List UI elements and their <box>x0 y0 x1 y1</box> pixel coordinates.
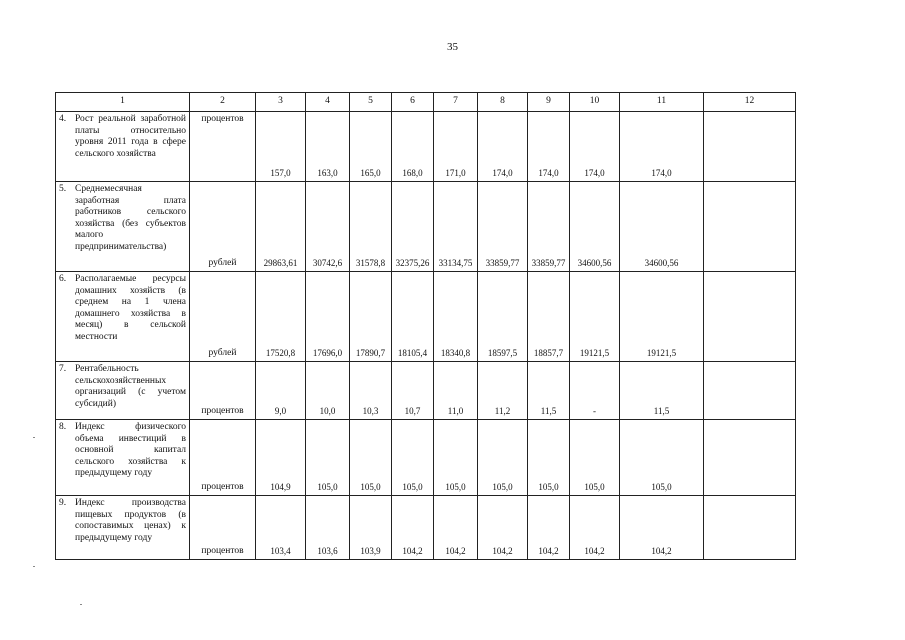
value-cell: 105,0 <box>478 420 528 496</box>
indicator-text: Индекс физического объема инвестиций в основной капитал сельского хозяйства к предыдущему году <box>75 422 186 478</box>
value-cell: 168,0 <box>392 112 434 182</box>
table-row <box>56 362 796 420</box>
table-row <box>56 182 796 272</box>
value-cell: 11,5 <box>620 362 704 420</box>
table-row <box>56 112 796 182</box>
value-cell: 105,0 <box>306 420 350 496</box>
value-cell: 33134,75 <box>434 182 478 272</box>
value-cell: 17696,0 <box>306 272 350 362</box>
indicator-number: 7. <box>59 364 67 374</box>
indicator-cell <box>56 420 190 496</box>
indicator-number: 8. <box>59 422 67 432</box>
indicator-number: 6. <box>59 274 67 284</box>
indicator-text: Среднемесячная заработная плата работников сельского хозяйства (без субъектов малого предпринимательства) <box>75 184 186 252</box>
unit-cell: процентов <box>190 362 256 420</box>
value-cell: 105,0 <box>392 420 434 496</box>
value-cell: 104,2 <box>478 496 528 560</box>
value-cell: 30742,6 <box>306 182 350 272</box>
value-cell: 105,0 <box>434 420 478 496</box>
table-row <box>56 420 796 496</box>
value-cell: 33859,77 <box>478 182 528 272</box>
value-cell: 18597,5 <box>478 272 528 362</box>
value-cell: 34600,56 <box>620 182 704 272</box>
header-cell: 5 <box>350 93 392 112</box>
indicator-cell <box>56 272 190 362</box>
empty-cell <box>704 420 796 496</box>
empty-cell <box>704 112 796 182</box>
unit-cell: процентов <box>190 420 256 496</box>
value-cell: 10,3 <box>350 362 392 420</box>
value-cell: 174,0 <box>570 112 620 182</box>
value-cell: 18857,7 <box>528 272 570 362</box>
value-cell: 17890,7 <box>350 272 392 362</box>
value-cell: 29863,61 <box>256 182 306 272</box>
value-cell: 104,2 <box>620 496 704 560</box>
value-cell: 103,4 <box>256 496 306 560</box>
empty-cell <box>704 272 796 362</box>
value-cell: 18105,4 <box>392 272 434 362</box>
header-cell: 10 <box>570 93 620 112</box>
value-cell: 19121,5 <box>620 272 704 362</box>
unit-cell: рублей <box>190 272 256 362</box>
header-cell: 7 <box>434 93 478 112</box>
value-cell: 11,5 <box>528 362 570 420</box>
value-cell: 105,0 <box>620 420 704 496</box>
value-cell: 11,0 <box>434 362 478 420</box>
empty-cell <box>704 362 796 420</box>
value-cell: 103,9 <box>350 496 392 560</box>
value-cell: 34600,56 <box>570 182 620 272</box>
indicator-cell <box>56 496 190 560</box>
value-cell: 104,2 <box>570 496 620 560</box>
header-cell: 8 <box>478 93 528 112</box>
indicator-text: Индекс производства пищевых продуктов (в сопоставимых ценах) к предыдущему году <box>75 498 186 543</box>
value-cell: 165,0 <box>350 112 392 182</box>
indicator-text: Рост реальной заработной платы относительно уровня 2011 года в сфере сельского хозяйства <box>75 114 186 159</box>
value-cell: 163,0 <box>306 112 350 182</box>
page-number: 35 <box>447 41 458 53</box>
table-header-row <box>56 93 796 112</box>
empty-cell <box>704 182 796 272</box>
header-cell: 6 <box>392 93 434 112</box>
value-cell: 171,0 <box>434 112 478 182</box>
value-cell: 104,2 <box>434 496 478 560</box>
indicators-table <box>55 92 796 560</box>
value-cell: 33859,77 <box>528 182 570 272</box>
scan-speck <box>80 604 82 605</box>
value-cell: 104,2 <box>528 496 570 560</box>
value-cell: 32375,26 <box>392 182 434 272</box>
value-cell: 105,0 <box>570 420 620 496</box>
scan-speck <box>33 566 35 567</box>
value-cell: 103,6 <box>306 496 350 560</box>
header-cell: 4 <box>306 93 350 112</box>
unit-cell: процентов <box>190 112 256 182</box>
header-cell: 11 <box>620 93 704 112</box>
value-cell: 18340,8 <box>434 272 478 362</box>
indicator-text: Располагаемые ресурсы домашних хозяйств (в среднем на 1 члена домашнего хозяйства в месяц) в сельской местности <box>75 274 186 342</box>
value-cell: 17520,8 <box>256 272 306 362</box>
table-row <box>56 496 796 560</box>
indicator-cell <box>56 362 190 420</box>
value-cell: 11,2 <box>478 362 528 420</box>
indicator-text: Рентабельность сельскохозяйственных организаций (с учетом субсидий) <box>75 364 186 409</box>
indicator-number: 9. <box>59 498 67 508</box>
value-cell: 174,0 <box>478 112 528 182</box>
table-row <box>56 272 796 362</box>
value-cell: 174,0 <box>620 112 704 182</box>
value-cell: 10,0 <box>306 362 350 420</box>
value-cell: - <box>570 362 620 420</box>
unit-cell: рублей <box>190 182 256 272</box>
value-cell: 9,0 <box>256 362 306 420</box>
header-cell: 9 <box>528 93 570 112</box>
value-cell: 104,2 <box>392 496 434 560</box>
value-cell: 174,0 <box>528 112 570 182</box>
unit-cell: процентов <box>190 496 256 560</box>
header-cell: 2 <box>190 93 256 112</box>
header-cell: 12 <box>704 93 796 112</box>
header-cell: 1 <box>56 93 190 112</box>
indicator-cell <box>56 112 190 182</box>
value-cell: 157,0 <box>256 112 306 182</box>
scan-speck <box>33 437 35 438</box>
header-cell: 3 <box>256 93 306 112</box>
indicator-number: 5. <box>59 184 67 194</box>
value-cell: 31578,8 <box>350 182 392 272</box>
value-cell: 19121,5 <box>570 272 620 362</box>
value-cell: 10,7 <box>392 362 434 420</box>
value-cell: 104,9 <box>256 420 306 496</box>
indicator-cell <box>56 182 190 272</box>
value-cell: 105,0 <box>350 420 392 496</box>
empty-cell <box>704 496 796 560</box>
value-cell: 105,0 <box>528 420 570 496</box>
indicator-number: 4. <box>59 114 67 124</box>
